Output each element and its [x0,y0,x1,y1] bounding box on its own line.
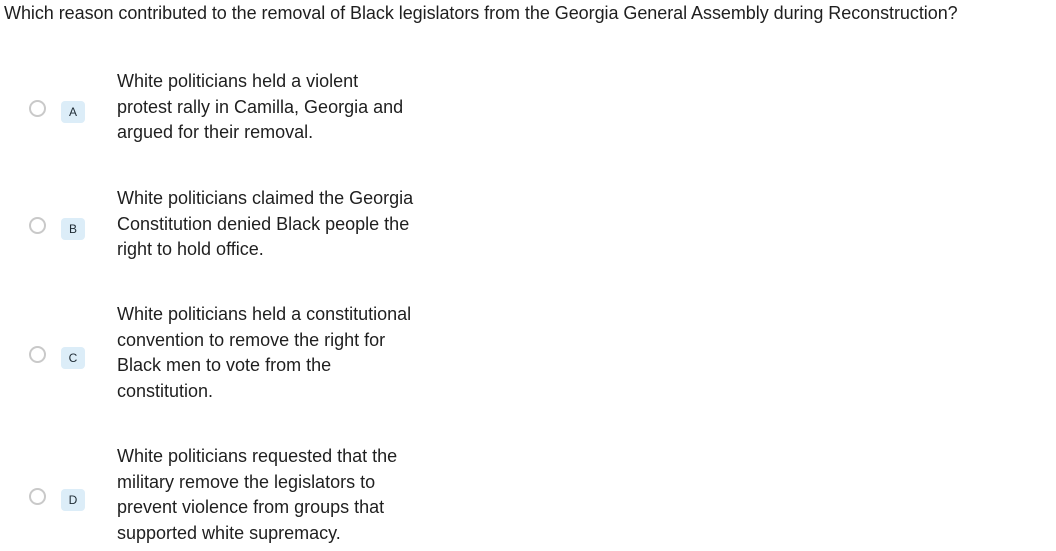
option-letter-badge-c: C [61,347,85,369]
answer-option-b[interactable] [0,184,440,270]
option-text-a: White politicians held a violent protest rally in Camilla, Georgia and argued for their removal. [117,71,404,143]
radio-button-d[interactable] [29,488,46,505]
option-text-b: White politicians claimed the Georgia Constitution denied Black people the right to hold office. [117,188,414,260]
option-letter-badge-d: D [61,489,85,511]
option-letter-badge-a: A [61,101,85,123]
answer-option-a[interactable] [0,67,440,153]
radio-button-a[interactable] [29,100,46,117]
radio-button-c[interactable] [29,346,46,363]
option-text-d: White politicians requested that the military remove the legislators to prevent violence from groups that supported white supremacy. [117,446,398,543]
answer-option-d[interactable] [0,442,440,550]
radio-button-b[interactable] [29,217,46,234]
option-letter-badge-b: B [61,218,85,240]
answer-option-c[interactable] [0,300,440,412]
question-text: Which reason contributed to the removal of Black legislators from the Georgia General Assembly during Reconstruction? [4,3,958,23]
option-text-c: White politicians held a constitutional convention to remove the right for Black men to vote from the constitution. [117,304,412,401]
